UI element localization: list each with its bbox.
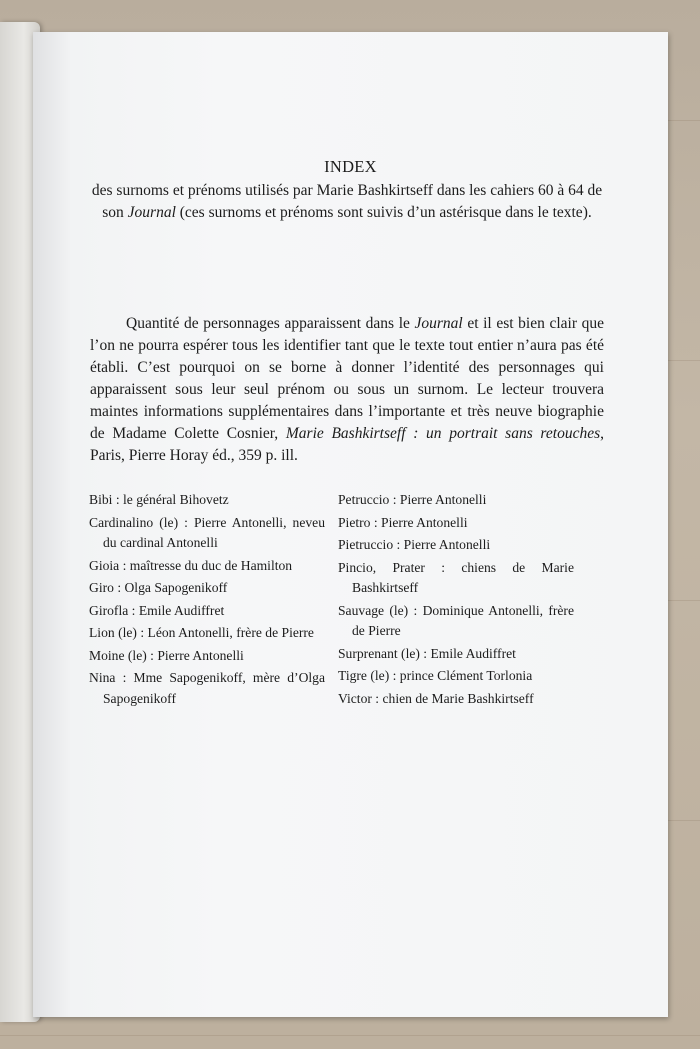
index-column-left [89, 490, 325, 711]
intro-paragraph [90, 313, 604, 467]
index-column-right [338, 490, 574, 711]
index-entry: Sauvage (le) : Dominique Antonelli, frère de Pierre [338, 602, 574, 638]
subtitle-text-end: (ces surnoms et prénoms sont suivis d’un astérisque dans le texte). [175, 204, 592, 221]
index-entry: Nina : Mme Sapogenikoff, mère d’Olga Sapogenikoff [89, 670, 325, 706]
index-entry: Pincio, Prater : chiens de Marie Bashkirtseff [338, 559, 574, 595]
index-entry: Gioia : maîtresse du duc de Hamilton [89, 557, 293, 573]
index-entry: Petruccio : Pierre Antonelli [338, 492, 487, 507]
subtitle-italic-journal: Journal [127, 204, 176, 221]
index-entry: Surprenant (le) : Emile Audiffret [338, 645, 516, 661]
paragraph-text-3: , Paris, Pierre Horay éd., 359 p. ill. [90, 424, 604, 464]
page-subtitle [91, 180, 603, 224]
index-entry: Cardinalino (le) : Pierre Antonelli, neveu du cardinal Antonelli [89, 514, 325, 550]
index-entry: Victor : chien de Marie Bashkirtseff [338, 690, 534, 706]
index-entry: Giro : Olga Sapogenikoff [89, 580, 228, 595]
index-entry: Tigre (le) : prince Clément Torlonia [338, 668, 533, 683]
index-entry: Lion (le) : Léon Antonelli, frère de Pierre [89, 625, 314, 640]
paragraph-text-2: et il est bien clair que l’on ne pourra espérer tous les identifier tant que le texte tout entier n’aura pas été établi. C’est pourquoi on se borne à donner l’identité des personnages qui apparaissent sous leur seul prénom ou sous un surnom. Le lecteur trouvera maintes informations supplémentaires dans l’importante et très neuve biographie de Madame Colette Cosnier, [90, 314, 604, 442]
index-entry: Bibi : le général Bihovetz [89, 492, 229, 507]
paragraph-italic-journal: Journal [414, 314, 463, 332]
page-title: INDEX [324, 157, 377, 176]
index-entry: Moine (le) : Pierre Antonelli [89, 647, 244, 663]
book-page [33, 32, 668, 1017]
subtitle-text: des surnoms et prénoms utilisés par Marie Bashkirtseff dans les cahiers 60 à 64 de son [91, 182, 603, 221]
index-entry: Pietro : Pierre Antonelli [338, 514, 468, 530]
index-entry: Girofla : Emile Audiffret [89, 602, 225, 618]
index-entry: Pietruccio : Pierre Antonelli [338, 537, 491, 552]
paragraph-text-1: Quantité de personnages apparaissent dans le [126, 314, 415, 332]
paragraph-italic-book-title: Marie Bashkirtseff : un portrait sans retouches [285, 424, 601, 442]
